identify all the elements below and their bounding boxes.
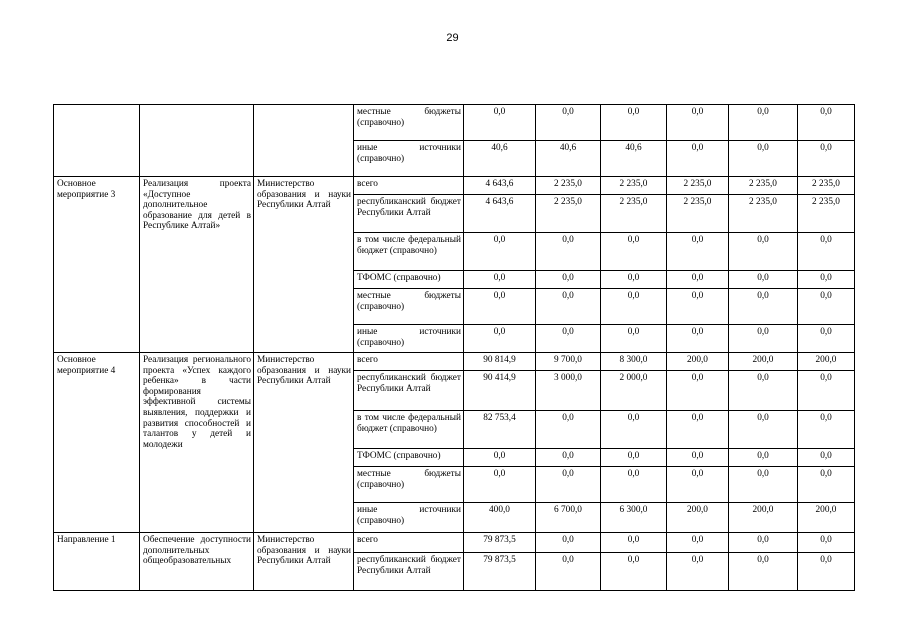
measure-type-cell: Основное мероприятие 3: [54, 177, 140, 353]
value-cell: 0,0: [601, 233, 667, 271]
value-cell: 0,0: [798, 553, 855, 591]
value-cell: 0,0: [601, 411, 667, 449]
value-cell: 2 235,0: [729, 195, 798, 233]
value-cell: 2 235,0: [667, 195, 729, 233]
value-cell: 0,0: [798, 325, 855, 353]
value-cell: 0,0: [536, 449, 601, 467]
table-row: [54, 353, 855, 371]
value-cell: 0,0: [464, 233, 536, 271]
value-cell: 0,0: [798, 467, 855, 503]
executor-cell: [254, 105, 354, 177]
value-cell: 2 235,0: [798, 177, 855, 195]
value-cell: 0,0: [798, 411, 855, 449]
value-cell: 0,0: [729, 553, 798, 591]
value-cell: 0,0: [798, 289, 855, 325]
value-cell: 40,6: [601, 141, 667, 177]
value-cell: 0,0: [667, 411, 729, 449]
value-cell: 0,0: [464, 467, 536, 503]
value-cell: 6 300,0: [601, 503, 667, 533]
funding-source-cell: в том числе федеральный бюджет (справочно): [354, 411, 464, 449]
funding-source-cell: всего: [354, 177, 464, 195]
funding-source-cell: местные бюджеты (справочно): [354, 467, 464, 503]
value-cell: 0,0: [536, 233, 601, 271]
executor-cell: Министерство образования и науки Республики Алтай: [254, 177, 354, 353]
value-cell: 0,0: [729, 449, 798, 467]
value-cell: 0,0: [667, 533, 729, 553]
table-row: [54, 177, 855, 195]
funding-source-cell: всего: [354, 533, 464, 553]
value-cell: 0,0: [667, 325, 729, 353]
value-cell: 0,0: [667, 371, 729, 411]
value-cell: 200,0: [729, 503, 798, 533]
measure-type-cell: Основное мероприятие 4: [54, 353, 140, 533]
value-cell: 0,0: [667, 105, 729, 141]
value-cell: 0,0: [536, 553, 601, 591]
value-cell: 0,0: [729, 271, 798, 289]
measure-type-cell: [54, 105, 140, 177]
value-cell: 200,0: [667, 503, 729, 533]
funding-source-cell: всего: [354, 353, 464, 371]
value-cell: 400,0: [464, 503, 536, 533]
funding-source-cell: республиканский бюджет Республики Алтай: [354, 553, 464, 591]
value-cell: 0,0: [798, 449, 855, 467]
value-cell: 6 700,0: [536, 503, 601, 533]
value-cell: 0,0: [798, 271, 855, 289]
value-cell: 2 235,0: [536, 177, 601, 195]
value-cell: 90 814,9: [464, 353, 536, 371]
table-body: [54, 105, 855, 591]
value-cell: 0,0: [601, 553, 667, 591]
value-cell: 2 235,0: [667, 177, 729, 195]
value-cell: 2 235,0: [601, 177, 667, 195]
value-cell: 0,0: [798, 371, 855, 411]
table-row: [54, 105, 855, 141]
value-cell: 8 300,0: [601, 353, 667, 371]
funding-source-cell: ТФОМС (справочно): [354, 449, 464, 467]
value-cell: 200,0: [667, 353, 729, 371]
value-cell: 0,0: [667, 289, 729, 325]
value-cell: 0,0: [798, 105, 855, 141]
executor-cell: Министерство образования и науки Республики Алтай: [254, 353, 354, 533]
value-cell: 9 700,0: [536, 353, 601, 371]
executor-cell: Министерство образования и науки Республики Алтай: [254, 533, 354, 591]
table-row: [54, 533, 855, 553]
value-cell: 0,0: [464, 271, 536, 289]
funding-source-cell: иные источники (справочно): [354, 325, 464, 353]
value-cell: 0,0: [464, 449, 536, 467]
value-cell: 0,0: [667, 233, 729, 271]
value-cell: 0,0: [667, 271, 729, 289]
value-cell: 0,0: [601, 105, 667, 141]
page-number: 29: [446, 32, 459, 44]
funding-source-cell: в том числе федеральный бюджет (справочно): [354, 233, 464, 271]
measure-name-cell: Обеспечение доступности дополнительных общеобразовательных: [140, 533, 254, 591]
value-cell: 0,0: [536, 411, 601, 449]
value-cell: 200,0: [729, 353, 798, 371]
funding-source-cell: иные источники (справочно): [354, 141, 464, 177]
measure-type-cell: Направление 1: [54, 533, 140, 591]
budget-table: [53, 104, 855, 591]
value-cell: 0,0: [729, 141, 798, 177]
value-cell: 0,0: [798, 533, 855, 553]
funding-source-cell: местные бюджеты (справочно): [354, 289, 464, 325]
value-cell: 0,0: [729, 533, 798, 553]
value-cell: 0,0: [601, 467, 667, 503]
value-cell: 2 235,0: [798, 195, 855, 233]
value-cell: 4 643,6: [464, 195, 536, 233]
value-cell: 90 414,9: [464, 371, 536, 411]
value-cell: 0,0: [667, 449, 729, 467]
value-cell: 0,0: [667, 141, 729, 177]
value-cell: 0,0: [601, 325, 667, 353]
value-cell: 0,0: [536, 289, 601, 325]
value-cell: 0,0: [601, 271, 667, 289]
value-cell: 0,0: [601, 449, 667, 467]
measure-name-cell: Реализация проекта «Доступное дополнительное образование для детей в Республике Алтай»: [140, 177, 254, 353]
value-cell: 0,0: [536, 325, 601, 353]
value-cell: 0,0: [601, 289, 667, 325]
funding-source-cell: иные источники (справочно): [354, 503, 464, 533]
value-cell: 79 873,5: [464, 533, 536, 553]
value-cell: 200,0: [798, 503, 855, 533]
funding-source-cell: ТФОМС (справочно): [354, 271, 464, 289]
value-cell: 0,0: [729, 325, 798, 353]
value-cell: 0,0: [729, 371, 798, 411]
value-cell: 0,0: [729, 233, 798, 271]
value-cell: 0,0: [536, 105, 601, 141]
value-cell: 0,0: [536, 467, 601, 503]
measure-name-cell: [140, 105, 254, 177]
value-cell: 2 235,0: [729, 177, 798, 195]
value-cell: 4 643,6: [464, 177, 536, 195]
value-cell: 200,0: [798, 353, 855, 371]
value-cell: 0,0: [798, 141, 855, 177]
value-cell: 0,0: [729, 105, 798, 141]
value-cell: 0,0: [729, 467, 798, 503]
value-cell: 40,6: [464, 141, 536, 177]
value-cell: 0,0: [798, 233, 855, 271]
funding-source-cell: местные бюджеты (справочно): [354, 105, 464, 141]
funding-source-cell: республиканский бюджет Республики Алтай: [354, 195, 464, 233]
value-cell: 3 000,0: [536, 371, 601, 411]
value-cell: 0,0: [464, 105, 536, 141]
value-cell: 0,0: [667, 467, 729, 503]
value-cell: 0,0: [536, 271, 601, 289]
value-cell: 0,0: [464, 325, 536, 353]
value-cell: 2 235,0: [536, 195, 601, 233]
value-cell: 79 873,5: [464, 553, 536, 591]
measure-name-cell: Реализация регионального проекта «Успех каждого ребенка» в части формирования эффективной системы выявления, поддержки и развития способностей и талантов у детей и молодежи: [140, 353, 254, 533]
funding-source-cell: республиканский бюджет Республики Алтай: [354, 371, 464, 411]
value-cell: 0,0: [729, 411, 798, 449]
value-cell: 82 753,4: [464, 411, 536, 449]
value-cell: 0,0: [601, 533, 667, 553]
value-cell: 2 000,0: [601, 371, 667, 411]
value-cell: 0,0: [667, 553, 729, 591]
value-cell: 2 235,0: [601, 195, 667, 233]
value-cell: 0,0: [729, 289, 798, 325]
value-cell: 0,0: [464, 289, 536, 325]
value-cell: 0,0: [536, 533, 601, 553]
value-cell: 40,6: [536, 141, 601, 177]
